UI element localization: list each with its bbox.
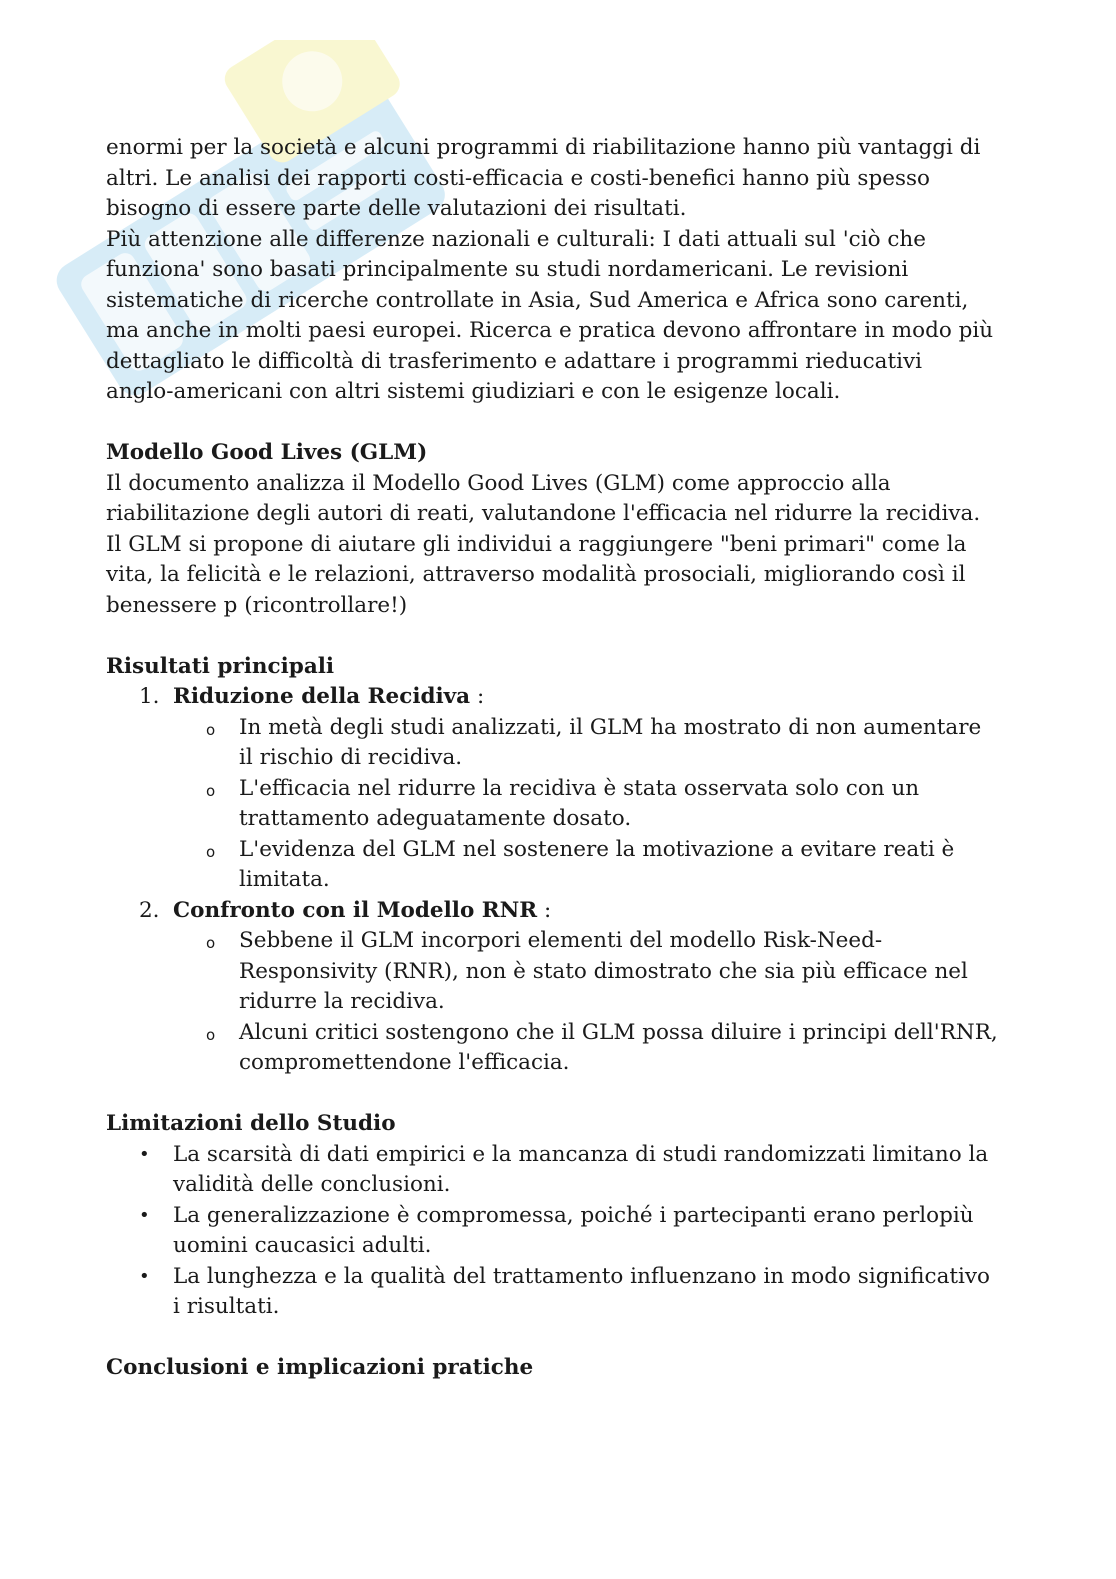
list-item-suffix: : — [537, 897, 552, 923]
list-item-title: Riduzione della Recidiva — [173, 684, 471, 709]
intro-paragraph — [106, 133, 1006, 408]
text-line: o L'efficacia nel ridurre la recidiva è stata osservata solo con un — [239, 775, 920, 801]
text-line: o Sebbene il GLM incorpori elementi del modello Risk-Need- — [239, 928, 883, 953]
list-item — [139, 896, 1006, 1079]
text-line: vita, la felicità e le relazioni, attraverso modalità prosociali, migliorando così il — [106, 562, 966, 587]
text-line: sistematiche di ricerche controllate in Asia, Sud America e Africa sono carenti, — [106, 287, 969, 313]
text-line: bisogno di essere parte delle valutazioni dei risultati. — [106, 196, 687, 221]
glm-paragraph — [106, 469, 1006, 622]
list-item — [139, 682, 1006, 896]
section-heading-limitations: Limitazioni dello Studio — [106, 1111, 396, 1136]
list-number: 1. — [139, 684, 160, 709]
text-line: il rischio di recidiva. — [239, 745, 463, 770]
text-line: benessere p (ricontrollare!) — [106, 592, 408, 618]
text-line: o In metà degli studi analizzati, il GLM ha mostrato di non aumentare — [239, 714, 982, 740]
text-line: compromettendone l'efficacia. — [239, 1050, 570, 1075]
bullet-item — [173, 1201, 1006, 1262]
text-line: Responsivity (RNR), non è stato dimostrato che sia più efficace nel — [239, 958, 968, 984]
section-heading-results: Risultati principali — [106, 653, 335, 679]
bullet-item — [173, 1262, 1006, 1323]
section-heading-glm: Modello Good Lives (GLM) — [106, 440, 428, 465]
list-number: 2. — [139, 897, 160, 923]
text-line: validità delle conclusioni. — [173, 1172, 451, 1197]
document-page — [106, 133, 1006, 1384]
text-line: i risultati. — [173, 1294, 280, 1319]
bullet-item — [173, 1140, 1006, 1201]
text-line: o L'evidenza del GLM nel sostenere la motivazione a evitare reati è — [239, 836, 955, 862]
text-line: limitata. — [239, 867, 330, 892]
text-line: anglo-americani con altri sistemi giudiziari e con le esigenze locali. — [106, 379, 841, 404]
text-line: • La generalizzazione è compromessa, poiché i partecipanti erano perlopiù — [173, 1202, 974, 1228]
text-line: Più attenzione alle differenze nazionali e culturali: I dati attuali sul 'ciò che — [106, 226, 926, 252]
section-heading-conclusions: Conclusioni e implicazioni pratiche — [106, 1355, 534, 1380]
text-line: ridurre la recidiva. — [239, 989, 445, 1014]
text-line: o Alcuni critici sostengono che il GLM possa diluire i principi dell'RNR, — [239, 1019, 998, 1045]
text-line: ma anche in molti paesi europei. Ricerca e pratica devono affrontare in modo più — [106, 318, 994, 343]
sub-list-item — [239, 835, 1006, 896]
text-line: enormi per la società e alcuni programmi di riabilitazione hanno più vantaggi di — [106, 135, 981, 160]
sub-list-item — [239, 1018, 1006, 1079]
text-line: uomini caucasici adulti. — [173, 1233, 432, 1258]
limitations-list — [106, 1140, 1006, 1323]
text-line: Il GLM si propone di aiutare gli individui a raggiungere "beni primari" come la — [106, 531, 967, 557]
text-line: dettagliato le difficoltà di trasferimento e adattare i programmi rieducativi — [106, 348, 922, 374]
list-item-title: Confronto con il Modello RNR — [173, 897, 538, 923]
text-line: riabilitazione degli autori di reati, valutandone l'efficacia nel ridurre la recidiva. — [106, 501, 981, 526]
sub-list — [173, 713, 1006, 896]
text-line: • La scarsità di dati empirici e la mancanza di studi randomizzati limitano la — [173, 1141, 989, 1167]
text-line: Il documento analizza il Modello Good Lives (GLM) come approccio alla — [106, 470, 891, 496]
results-list — [106, 682, 1006, 1079]
text-line: trattamento adeguatamente dosato. — [239, 806, 632, 831]
text-line: altri. Le analisi dei rapporti costi-efficacia e costi-benefici hanno più spesso — [106, 165, 930, 191]
sub-list-item — [239, 926, 1006, 1018]
sub-list-item — [239, 713, 1006, 774]
list-item-suffix: : — [470, 684, 485, 709]
text-line: • La lunghezza e la qualità del trattamento influenzano in modo significativo — [173, 1263, 990, 1289]
text-line: funziona' sono basati principalmente su studi nordamericani. Le revisioni — [106, 257, 909, 282]
sub-list — [173, 926, 1006, 1079]
sub-list-item — [239, 774, 1006, 835]
